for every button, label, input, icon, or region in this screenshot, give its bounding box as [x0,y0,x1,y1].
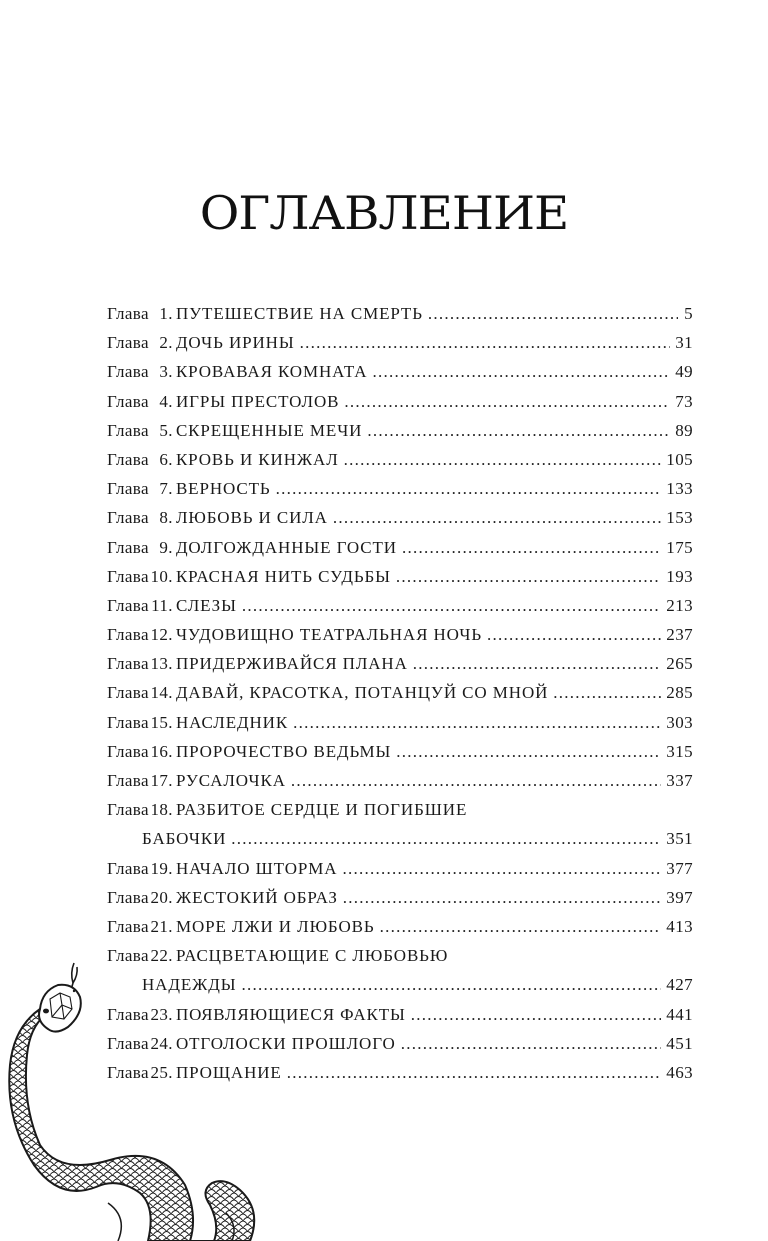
chapter-title: ОТГОЛОСКИ ПРОШЛОГО [175,1033,396,1053]
chapter-number: 6. [159,449,173,469]
page-number: 49 [675,362,693,382]
chapter-title: ИГРЫ ПРЕСТОЛОВ [175,391,340,411]
toc-entry[interactable] [107,883,693,912]
chapter-title: ПУТЕШЕСТВИЕ НА СМЕРТЬ [175,304,423,323]
chapter-title: РАЗБИТОЕ СЕРДЦЕ И ПОГИБШИЕ [175,800,468,820]
page-number: 285 [666,683,693,703]
chapter-word: Глава [107,362,149,382]
dot-leader [344,445,662,474]
chapter-word: Глава [107,537,149,557]
toc-entry[interactable] [107,445,693,474]
chapter-number: 4. [159,391,173,411]
page-number: 193 [666,566,693,586]
chapter-label [107,591,173,620]
chapter-number: 5. [159,420,173,440]
dot-leader [553,678,661,707]
page-number: 441 [666,1004,693,1024]
page-number: 413 [666,916,693,936]
page-number: 427 [666,975,693,995]
toc-entry-continuation[interactable] [107,824,693,853]
dot-leader [333,503,661,532]
dot-leader [344,387,670,416]
dot-leader [411,1000,662,1029]
chapter-word: Глава [107,800,149,820]
page-number: 463 [666,1062,693,1082]
dot-leader [300,328,671,357]
toc-entry[interactable] [107,299,693,328]
chapter-word: Глава [107,771,149,790]
chapter-title: МОРЕ ЛЖИ И ЛЮБОВЬ [175,916,375,936]
page-number: 377 [666,858,693,878]
dot-leader [380,912,662,941]
chapter-word: Глава [107,595,149,615]
chapter-word: Глава [107,1033,149,1053]
chapter-title: СЛЕЗЫ [175,595,237,615]
toc-entry[interactable] [107,766,693,795]
dot-leader [396,562,661,591]
chapter-title-continuation: НАДЕЖДЫ [142,975,237,995]
chapter-number: 25. [150,1062,173,1082]
chapter-label [107,357,173,386]
toc-entry[interactable] [107,562,693,591]
chapter-label [107,328,173,357]
dot-leader [428,299,678,328]
chapter-title: ДОЛГОЖДАННЫЕ ГОСТИ [175,537,397,557]
chapter-title: НАСЛЕДНИК [175,712,289,732]
chapter-number: 14. [150,683,173,703]
chapter-word: Глава [107,712,149,732]
chapter-title: ПРИДЕРЖИВАЙСЯ ПЛАНА [175,654,408,674]
chapter-label [107,503,173,532]
toc-entry[interactable] [107,620,693,649]
chapter-word: Глава [107,1004,149,1024]
chapter-word: Глава [107,654,149,674]
chapter-label [107,445,173,474]
chapter-number: 22. [150,946,173,966]
chapter-title: НАЧАЛО ШТОРМА [175,858,338,878]
toc-entry[interactable] [107,795,693,824]
chapter-word: Глава [107,887,149,907]
chapter-number: 15. [150,712,173,732]
dot-leader [401,1029,662,1058]
chapter-title: ПРОЩАНИЕ [175,1062,282,1082]
chapter-label [107,766,173,795]
dot-leader [343,883,662,912]
chapter-number: 23. [150,1004,173,1024]
chapter-number: 8. [159,508,173,528]
toc-entry[interactable] [107,737,693,766]
chapter-label [107,795,173,824]
chapter-title: ПРОРОЧЕСТВО ВЕДЬМЫ [175,741,392,761]
chapter-title: КРОВЬ И КИНЖАЛ [175,449,339,469]
chapter-word: Глава [107,946,149,966]
chapter-word: Глава [107,566,149,586]
page-number: 397 [666,887,693,907]
toc-entry[interactable] [107,533,693,562]
chapter-title: ДАВАЙ, КРАСОТКА, ПОТАНЦУЙ СО МНОЙ [175,683,549,703]
chapter-label [107,299,173,328]
chapter-word: Глава [107,391,149,411]
chapter-title: СКРЕЩЕННЫЕ МЕЧИ [175,420,363,440]
dot-leader [487,620,661,649]
page-number: 337 [666,771,693,790]
chapter-title: КРАСНАЯ НИТЬ СУДЬБЫ [175,566,391,586]
page-number: 265 [666,654,693,674]
chapter-number: 1. [159,304,173,323]
chapter-title: РУСАЛОЧКА [175,771,286,790]
dot-leader [372,357,670,386]
chapter-label [107,474,173,503]
chapter-label [107,387,173,416]
chapter-number: 16. [150,741,173,761]
chapter-number: 11. [151,595,173,615]
chapter-word: Глава [107,479,149,499]
chapter-title: РАСЦВЕТАЮЩИЕ С ЛЮБОВЬЮ [175,946,449,966]
toc-entry[interactable] [107,912,693,941]
chapter-number: 2. [159,333,173,353]
toc-entry[interactable] [107,387,693,416]
chapter-number: 13. [150,654,173,674]
chapter-label [107,708,173,737]
chapter-number: 19. [150,858,173,878]
chapter-label [107,416,173,445]
chapter-number: 9. [159,537,173,557]
chapter-word: Глава [107,420,149,440]
chapter-title: ПОЯВЛЯЮЩИЕСЯ ФАКТЫ [175,1004,406,1024]
page-number: 303 [666,712,693,732]
page-number: 315 [666,741,693,761]
toc-entry[interactable] [107,854,693,883]
chapter-number: 10. [150,566,173,586]
page-number: 451 [666,1033,693,1053]
dot-leader [396,737,661,766]
toc-entry[interactable] [107,708,693,737]
dot-leader [293,708,661,737]
chapter-label [107,649,173,678]
page-number: 89 [675,420,693,440]
chapter-title: ЧУДОВИЩНО ТЕАТРАЛЬНАЯ НОЧЬ [175,625,483,645]
chapter-word: Глава [107,304,149,323]
chapter-label [107,737,173,766]
toc-entry[interactable] [107,649,693,678]
chapter-number: 17. [150,771,173,790]
chapter-word: Глава [107,449,149,469]
chapter-title: ЖЕСТОКИЙ ОБРАЗ [175,887,338,907]
chapter-title-continuation: БАБОЧКИ [142,829,227,849]
page-number: 213 [666,595,693,615]
dot-leader [367,416,670,445]
chapter-title: ЛЮБОВЬ И СИЛА [175,508,328,528]
chapter-number: 7. [159,479,173,499]
chapter-title: ВЕРНОСТЬ [175,479,271,499]
chapter-label [107,620,173,649]
snake-illustration-icon [0,955,320,1241]
dot-leader [231,824,661,853]
chapter-number: 3. [159,362,173,382]
page-number: 31 [675,333,693,353]
chapter-label [107,533,173,562]
dot-leader [242,591,661,620]
page-title: ОГЛАВЛЕНИЕ [199,186,569,240]
page-number: 175 [666,537,693,557]
page-number: 73 [675,391,693,411]
dot-leader [342,854,661,883]
chapter-word: Глава [107,508,149,528]
page-number: 133 [666,479,693,499]
chapter-word: Глава [107,741,149,761]
page-number: 237 [666,625,693,645]
toc-entry[interactable] [107,678,693,707]
chapter-title: ДОЧЬ ИРИНЫ [175,333,295,353]
chapter-label [107,562,173,591]
chapter-word: Глава [107,1062,149,1082]
toc-entry[interactable] [107,591,693,620]
chapter-number: 12. [150,625,173,645]
page-number: 351 [666,829,693,849]
toc-entry[interactable] [107,503,693,532]
chapter-label [107,883,173,912]
dot-leader [276,474,662,503]
chapter-number: 24. [150,1033,173,1053]
page-number: 105 [666,449,693,469]
toc-entry[interactable] [107,474,693,503]
dot-leader [291,766,661,795]
chapter-word: Глава [107,916,149,936]
chapter-word: Глава [107,625,149,645]
toc-entry[interactable] [107,416,693,445]
dot-leader [413,649,662,678]
chapter-number: 21. [150,916,173,936]
chapter-title: КРОВАВАЯ КОМНАТА [175,362,368,382]
page-number: 5 [684,304,693,323]
page-number: 153 [666,508,693,528]
chapter-word: Глава [107,858,149,878]
chapter-label [107,854,173,883]
dot-leader [287,1058,662,1087]
chapter-number: 20. [150,887,173,907]
chapter-number: 18. [150,800,173,820]
chapter-word: Глава [107,333,149,353]
toc-entry[interactable] [107,357,693,386]
dot-leader [402,533,661,562]
chapter-word: Глава [107,683,149,703]
chapter-label [107,912,173,941]
toc-entry[interactable] [107,328,693,357]
chapter-label [107,678,173,707]
